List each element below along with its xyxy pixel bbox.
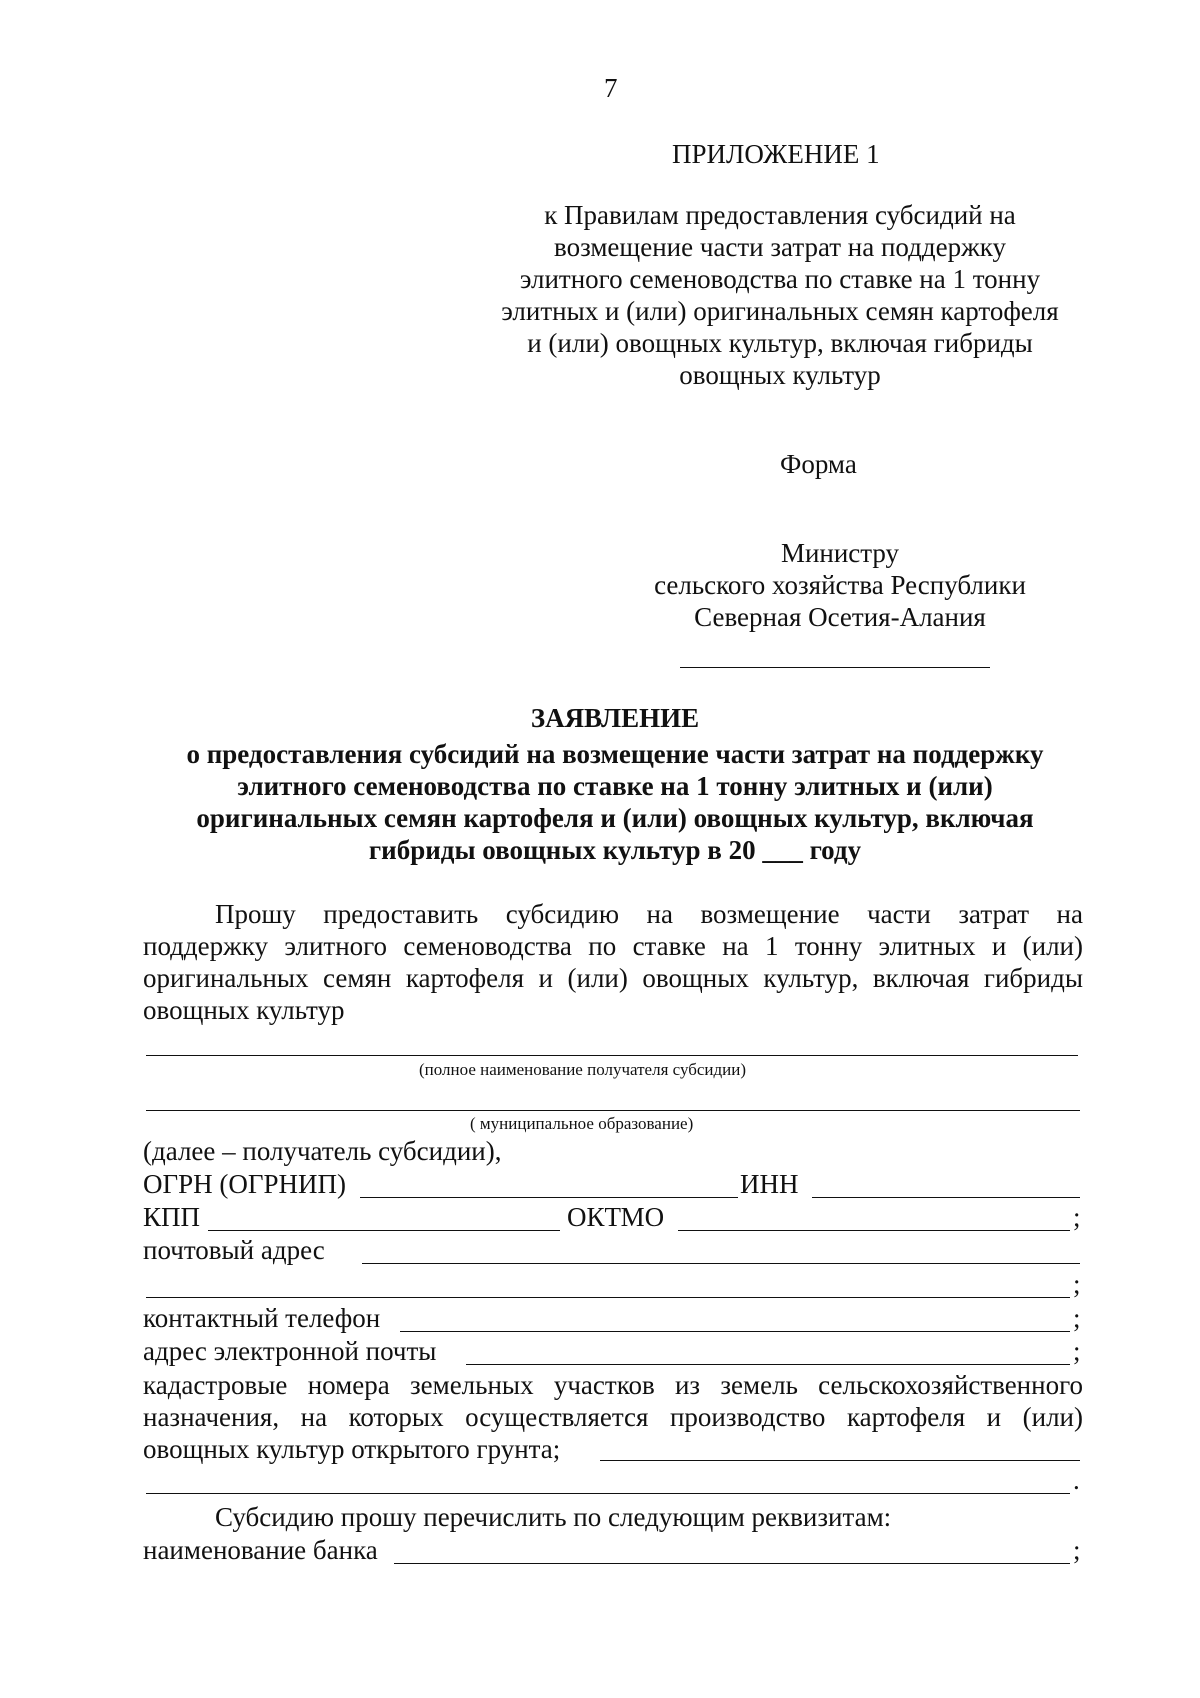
statement-line: элитного семеноводства по ставке на 1 тонну элитных и (или) [237,771,993,801]
addressee-name-line[interactable] [680,667,990,668]
appendix-line: возмещение части затрат на поддержку [554,232,1006,262]
body-line: оригинальных семян картофеля и (или) овощных культур, включая гибриды [143,963,1083,993]
appendix-line: элитного семеноводства по ставке на 1 тонну [519,264,1041,294]
statement-line: гибриды овощных культур в 20 ___ году [368,835,862,865]
cadastral-line: кадастровые номера земельных участков из земель сельскохозяйственного [143,1370,1083,1400]
postal-address-field[interactable] [362,1263,1080,1264]
email-label: адрес электронной почты [143,1336,437,1366]
addressee-line: Министру [780,538,900,568]
appendix-line: элитных и (или) оригинальных семян картофеля [501,296,1059,326]
cadastral-line: овощных культур открытого грунта; [143,1434,561,1464]
bank-name-label: наименование банка [143,1535,378,1565]
postal-address-label: почтовый адрес [143,1235,325,1265]
full-name-caption: (полное наименование получателя субсидии) [419,1060,747,1079]
statement-line: оригинальных семян картофеля и (или) овощных культур, включая [196,803,1034,833]
inn-field[interactable] [812,1197,1080,1198]
kpp-label: КПП [143,1202,201,1232]
recipient-note: (далее – получатель субсидии), [143,1136,502,1166]
semicolon: ; [1073,1202,1081,1232]
email-field[interactable] [466,1364,1070,1365]
ogrn-label: ОГРН (ОГРНИП) [143,1169,346,1199]
semicolon: ; [1073,1336,1081,1366]
cadastral-paragraph [143,1369,1083,1465]
appendix-line: и (или) овощных культур, включая гибриды [527,328,1033,358]
body-paragraph [143,898,1083,1026]
cadastral-field-2[interactable] [146,1493,1070,1494]
page-number: 7 [604,73,618,103]
inn-label: ИНН [740,1169,799,1199]
appendix-title: ПРИЛОЖЕНИЕ 1 [672,139,880,169]
appendix-line: к Правилам предоставления субсидий на [544,200,1016,230]
transfer-request: Субсидию прошу перечислить по следующим реквизитам: [215,1502,892,1532]
statement-subtitle [100,738,1130,866]
statement-line: о предоставления субсидий на возмещение части затрат на поддержку [186,739,1044,769]
postal-address-field-2[interactable] [146,1297,1070,1298]
municipality-caption: ( муниципальное образование) [470,1114,694,1133]
oktmo-field[interactable] [678,1230,1070,1231]
municipality-field[interactable] [146,1110,1080,1111]
appendix-text [490,199,1070,391]
addressee-line: сельского хозяйства Республики [654,570,1026,600]
addressee-line: Северная Осетия-Алания [694,602,986,632]
addressee [590,537,1090,633]
form-label: Форма [780,449,857,479]
semicolon: ; [1073,1535,1081,1565]
body-line: Прошу предоставить субсидию на возмещение части затрат на [215,899,1083,929]
oktmo-label: ОКТМО [567,1202,665,1232]
bank-name-field[interactable] [394,1563,1070,1564]
ogrn-field[interactable] [360,1197,738,1198]
kpp-field[interactable] [208,1230,560,1231]
phone-label: контактный телефон [143,1303,381,1333]
phone-field[interactable] [400,1331,1070,1332]
statement-title: ЗАЯВЛЕНИЕ [530,703,700,733]
appendix-line: овощных культур [679,360,881,390]
semicolon: ; [1073,1303,1081,1333]
body-line: овощных культур [143,995,345,1025]
period: . [1073,1465,1080,1495]
body-line: поддержку элитного семеноводства по ставке на 1 тонну элитных и (или) [143,931,1083,961]
semicolon: ; [1073,1269,1081,1299]
cadastral-field[interactable] [600,1460,1080,1461]
cadastral-line: назначения, на которых осуществляется производство картофеля и (или) [143,1402,1083,1432]
full-name-field[interactable] [146,1055,1078,1056]
